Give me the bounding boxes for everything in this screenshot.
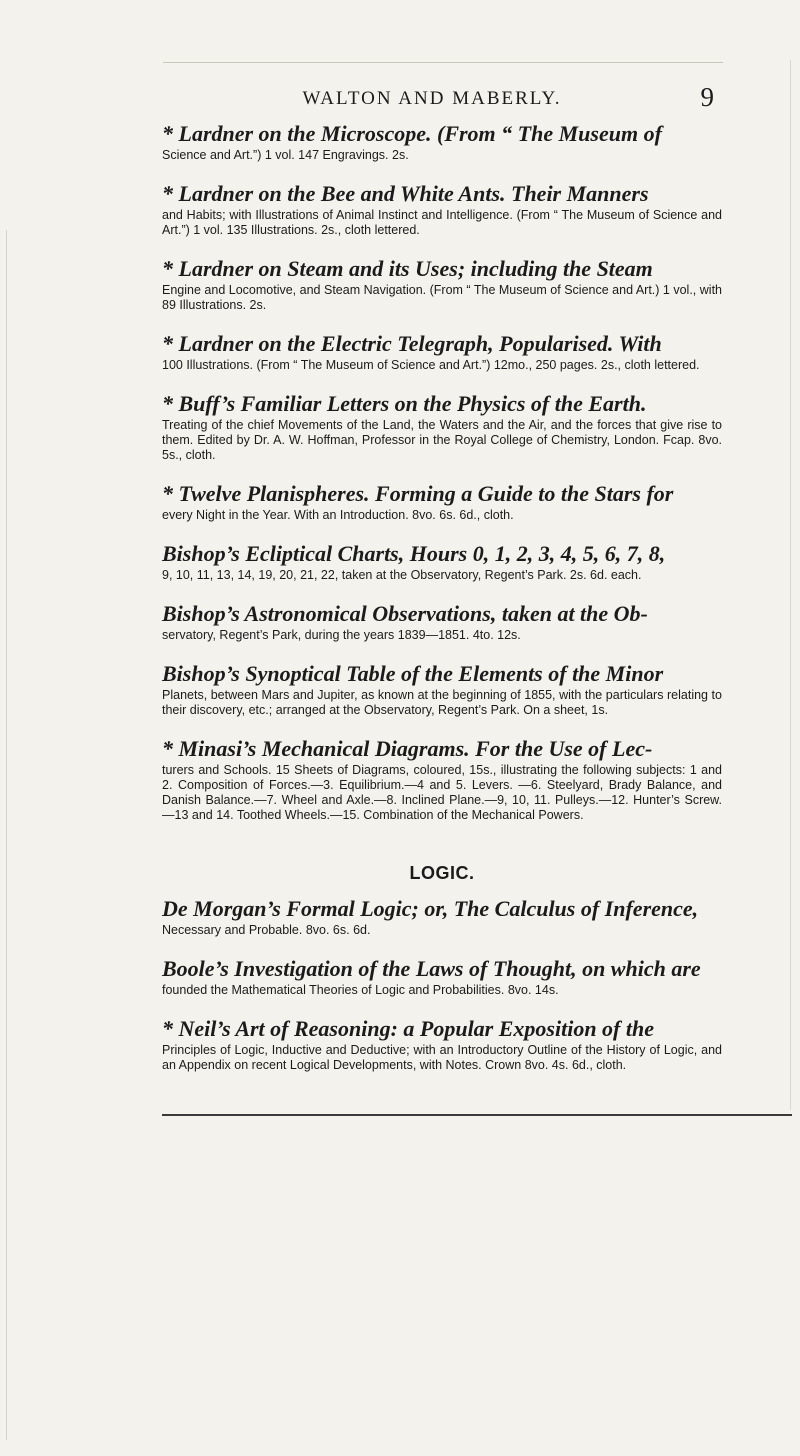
entry-title: * Lardner on the Microscope. (From “ The Museum of <box>162 121 662 146</box>
entry-title: Boole’s Investigation of the Laws of Thought, on which are <box>162 956 701 981</box>
bottom-rule <box>162 1114 792 1116</box>
entry-description: 9, 10, 11, 13, 14, 19, 20, 21, 22, taken at the Observatory, Regent’s Park. 2s. 6d. each. <box>162 568 642 582</box>
catalogue-entry <box>162 896 722 938</box>
catalogue-entry <box>162 736 722 823</box>
entry-title: Bishop’s Synoptical Table of the Elements of the Minor <box>162 661 664 686</box>
entry-title: * Lardner on the Electric Telegraph, Popularised. With <box>162 331 662 356</box>
entry-description: Science and Art.”) 1 vol. 147 Engravings. 2s. <box>162 148 409 162</box>
entry-title: * Minasi’s Mechanical Diagrams. For the Use of Lec- <box>162 736 653 761</box>
entry-description: 100 Illustrations. (From “ The Museum of Science and Art.”) 12mo., 250 pages. 2s., cloth lettered. <box>162 358 700 372</box>
entry-description: every Night in the Year. With an Introduction. 8vo. 6s. 6d., cloth. <box>162 508 514 522</box>
running-head: WALTON AND MABERLY. <box>302 88 562 109</box>
entry-title: * Buff’s Familiar Letters on the Physics of the Earth. <box>162 391 647 416</box>
page-edge-right <box>790 60 791 1110</box>
page-edge-left <box>6 230 7 1440</box>
entry-description: Engine and Locomotive, and Steam Navigation. (From “ The Museum of Science and Art.) 1 vol., with 89 Illustrations. 2s. <box>162 283 722 312</box>
catalogue-entry <box>162 956 722 998</box>
catalogue-entry <box>162 481 722 523</box>
entry-description: turers and Schools. 15 Sheets of Diagrams, coloured, 15s., illustrating the following subjects: 1 and 2. Composition of Forces.—3. Equilibrium.—4 and 5. Levers. —6. Steelyard, Brady Balance, and Danish Balance.—7. Wheel and Axle.—8. Inclined Plane.—9, 10, 11. Pulleys.—12. Hunter’s Screw.—13 and 14. Toothed Wheels.—15. Combination of the Mechanical Powers. <box>162 763 722 822</box>
page-header <box>162 82 720 122</box>
entry-description: Necessary and Probable. 8vo. 6s. 6d. <box>162 923 371 937</box>
entry-description: founded the Mathematical Theories of Logic and Probabilities. 8vo. 14s. <box>162 983 559 997</box>
entry-title: * Lardner on Steam and its Uses; including the Steam <box>162 256 653 281</box>
catalogue-entry <box>162 1016 722 1073</box>
entry-title: De Morgan’s Formal Logic; or, The Calculus of Inference, <box>162 896 699 921</box>
catalogue-entry <box>162 121 722 163</box>
entry-description: Treating of the chief Movements of the Land, the Waters and the Air, and the forces that give rise to them. Edited by Dr. A. W. Hoffman, Professor in the Royal College of Chemistry, London. Fcap. 8vo. 5s., cloth. <box>162 418 722 462</box>
catalogue-entry <box>162 601 722 643</box>
catalogue-entry <box>162 256 722 313</box>
page-number: 9 <box>700 82 714 112</box>
entry-title: * Neil’s Art of Reasoning: a Popular Exposition of the <box>162 1016 654 1041</box>
entry-title: Bishop’s Ecliptical Charts, Hours 0, 1, 2, 3, 4, 5, 6, 7, 8, <box>162 541 666 566</box>
entry-description: and Habits; with Illustrations of Animal Instinct and Intelligence. (From “ The Museum of Science and Art.”) 1 vol. 135 Illustrations. 2s., cloth lettered. <box>162 208 722 237</box>
entry-description: servatory, Regent’s Park, during the years 1839—1851. 4to. 12s. <box>162 628 521 642</box>
entry-title: * Twelve Planispheres. Forming a Guide to the Stars for <box>162 481 674 506</box>
top-rule <box>163 62 723 63</box>
entry-description: Planets, between Mars and Jupiter, as known at the beginning of 1855, with the particulars relating to their discovery, etc.; arranged at the Observatory, Regent’s Park. On a sheet, 1s. <box>162 688 722 717</box>
section-heading: LOGIC. <box>409 863 475 883</box>
entry-title: Bishop’s Astronomical Observations, taken at the Ob- <box>162 601 648 626</box>
catalogue-entry <box>162 541 722 583</box>
catalogue-content <box>162 121 722 1073</box>
entry-description: Principles of Logic, Inductive and Deductive; with an Introductory Outline of the History of Logic, and an Appendix on recent Logical Developments, with Notes. Crown 8vo. 4s. 6d., cloth. <box>162 1043 722 1072</box>
entry-title: * Lardner on the Bee and White Ants. Their Manners <box>162 181 649 206</box>
catalogue-entry <box>162 661 722 718</box>
catalogue-entry <box>162 331 722 373</box>
catalogue-entry <box>162 391 722 463</box>
catalogue-entry <box>162 181 722 238</box>
